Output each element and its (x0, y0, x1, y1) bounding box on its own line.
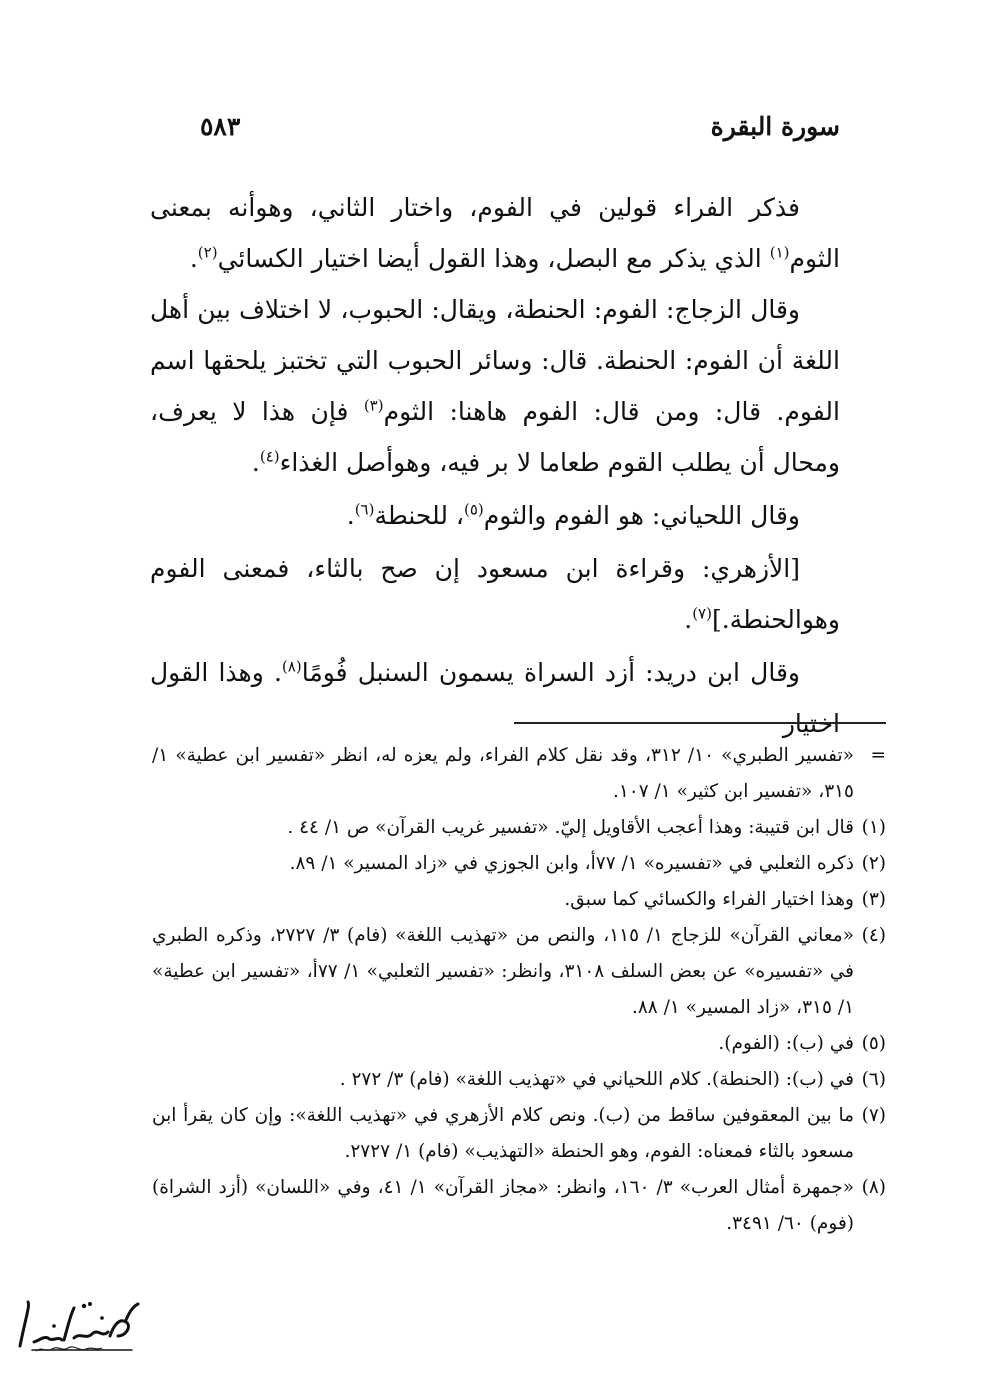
paragraph (150, 284, 840, 488)
footnote (152, 1026, 886, 1062)
surah-name: سورة البقرة (710, 112, 840, 141)
text-run: . (251, 448, 260, 477)
text-run: الذي يذكر مع البصل، وهذا القول أيضا اختيار الكسائي (217, 244, 770, 273)
footnote-text: «تفسير الطبري» ١٠/ ٣١٢، وقد نقل كلام الفراء، ولم يعزه له، انظر «تفسير ابن عطية» ١/ ٣١٥، «تفسير ابن كثير» ١/ ١٠٧. (152, 745, 854, 802)
footnote-mark: (٧) (861, 1105, 886, 1126)
footnote (152, 810, 886, 846)
logo-caption-scribble (34, 1343, 104, 1355)
footnote-mark: (٣) (861, 889, 886, 910)
paragraph (150, 182, 840, 284)
text-run: . وهذا القول اختيار (150, 658, 840, 738)
footnote-ref-3: (٣) (363, 396, 384, 415)
footnote-text: في (ب): (الحنطة). كلام اللحياني في «تهذيب اللغة» (فام) ٣/ ٢٧٢ . (339, 1069, 854, 1090)
footnote (152, 1062, 886, 1098)
paragraph (150, 490, 840, 541)
text-run: وقال اللحياني: هو الفوم والثوم (483, 501, 800, 530)
footnote-text: ذكره الثعلبي في «تفسيره» ١/ ٧٧أ، وابن الجوزي في «زاد المسير» ١/ ٨٩. (289, 853, 854, 874)
text-run: فذكر الفراء قولين في الفوم، واختار الثاني، وهوأنه بمعنى الثوم (150, 193, 840, 273)
paragraph (150, 543, 840, 645)
text-run: وقال ابن دريد: أزد السراة يسمون السنبل فُومًا (301, 658, 800, 687)
footnote-text: «جمهرة أمثال العرب» ٣/ ١٦٠، وانظر: «مجاز القرآن» ١/ ٤١، وفي «اللسان» (أزد الشراة) (فوم) ٦٠/ ٣٤٩١. (152, 1177, 855, 1234)
footnote (152, 1170, 886, 1242)
footnote-text: وهذا اختيار الفراء والكسائي كما سبق. (564, 889, 854, 910)
footnote-divider (514, 722, 886, 724)
page-header (200, 112, 840, 148)
footnote-text: «معاني القرآن» للزجاج ١/ ١١٥، والنص من «تهذيب اللغة» (فام) ٣/ ٢٧٢٧، وذكره الطبري في «تفسيره» عن بعض السلف ٣١٠٨، وانظر: «تفسير الثعلبي» ١/ ٧٧أ، «تفسير ابن عطية» ١/ ٣١٥، «زاد المسير» ١/ ٨٨. (152, 925, 854, 1018)
main-text (150, 182, 840, 749)
footnote-ref-1: (١) (769, 243, 790, 262)
text-run: وقال الزجاج: الفوم: الحنطة، ويقال: الحبوب، لا اختلاف بين أهل اللغة أن الفوم: الحنطة. قال: وسائر الحبوب التي تختبز يلحقها اسم الفوم. قال: ومن قال: الفوم هاهنا: الثوم (150, 295, 840, 426)
footnote-mark: = (870, 745, 886, 766)
footnote (152, 882, 886, 918)
footnote-text: في (ب): (الفوم). (718, 1033, 854, 1054)
footnote-mark: (٤) (861, 925, 886, 946)
paragraph (150, 647, 840, 749)
footnote-ref-8: (٨) (281, 657, 302, 676)
text-run: . (189, 244, 198, 273)
footnote (152, 918, 886, 1026)
footnote-mark: (١) (861, 817, 886, 838)
footnote-ref-6: (٦) (354, 500, 375, 519)
footnote-ref-4: (٤) (259, 447, 280, 466)
text-run: ، للحنطة (374, 501, 464, 530)
footnote-mark: (٨) (861, 1177, 886, 1198)
footnote-mark: (٢) (861, 853, 886, 874)
footnote (152, 846, 886, 882)
page-number: ٥٨٣ (200, 112, 241, 141)
footnotes (152, 738, 886, 1242)
footnote-mark: (٥) (861, 1033, 886, 1054)
text-run: فإن هذا لا يعرف، ومحال أن يطلب القوم طعاما لا بر فيه، وهوأصل الغذاء (150, 397, 840, 477)
footnote-ref-7: (٧) (692, 604, 712, 623)
footnote-ref-2: (٢) (197, 243, 218, 262)
footnote-text: قال ابن قتيبة: وهذا أعجب الأقاويل إليّ. «تفسير غريب القرآن» ص ١/ ٤٤ . (287, 817, 854, 838)
footnote-ref-5: (٥) (463, 500, 484, 519)
text-run: . (346, 501, 355, 530)
text-run: [الأزهري: وقراءة ابن مسعود إن صح بالثاء، فمعنى الفوم وهوالحنطة.] (150, 554, 840, 634)
text-run: . (684, 605, 693, 634)
footnote-mark: (٦) (861, 1069, 886, 1090)
footnote (152, 1098, 886, 1170)
footnote-text: ما بين المعقوفين ساقط من (ب). ونص كلام الأزهري في «تهذيب اللغة»: وإن كان يقرأ ابن مسعود بالثاء فمعناه: الفوم، وهو الحنطة «التهذيب» (فام) ١/ ٢٧٢٧. (152, 1105, 854, 1162)
footnote (152, 738, 886, 810)
